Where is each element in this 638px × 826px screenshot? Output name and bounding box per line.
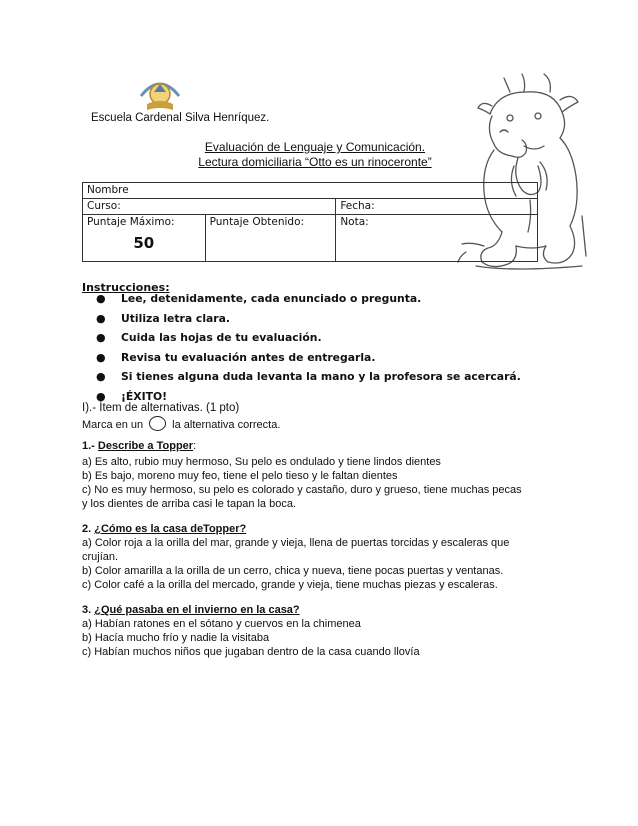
school-logo: [133, 66, 187, 114]
section-title: I).- Ítem de alternativas. (1 pto): [82, 402, 240, 414]
bullet-icon: ●: [96, 331, 106, 344]
course-field[interactable]: Curso:: [83, 199, 336, 215]
max-score-value: 50: [133, 234, 155, 252]
date-field[interactable]: Fecha:: [336, 199, 538, 215]
grade-field[interactable]: Nota:: [336, 215, 538, 262]
instruction-text: ¡ÉXITO!: [121, 389, 168, 403]
question-1-title: [82, 440, 196, 452]
question-3-title: [82, 604, 300, 616]
bullet-icon: ●: [96, 292, 106, 305]
table-row: [83, 183, 538, 199]
instruction-text: Si tienes alguna duda levanta la mano y la profesora se acercará.: [121, 370, 521, 383]
option-3a[interactable]: a) Habían ratones en el sótano y cuervos en la chimenea: [82, 618, 361, 630]
question-number: 2.: [82, 523, 95, 535]
question-number: 1.-: [82, 440, 98, 452]
question-text: ¿Cómo es la casa deTopper?: [94, 523, 247, 535]
hint-after: la alternativa correcta.: [172, 419, 281, 431]
instruction-text: Revisa tu evaluación antes de entregarla.: [121, 350, 376, 364]
bullet-icon: ●: [96, 370, 106, 383]
max-score-cell: [83, 215, 206, 262]
question-suffix: :: [193, 440, 197, 452]
name-field[interactable]: Nombre: [83, 183, 538, 199]
hint-before: Marca en un: [82, 419, 144, 431]
option-1b[interactable]: b) Es bajo, moreno muy feo, tiene el pelo tieso y le faltan dientes: [82, 470, 398, 482]
instruction-text: Utiliza letra clara.: [121, 311, 231, 325]
option-2a-cont: crujían.: [82, 551, 119, 563]
question-text: ¿Qué pasaba en el invierno en la casa?: [94, 604, 300, 616]
option-2c[interactable]: c) Color café a la orilla del mercado, grande y vieja, tiene muchas piezas y escaleras.: [82, 579, 498, 591]
circle-icon: [149, 416, 166, 431]
list-item: [96, 328, 521, 348]
exam-subtitle: Lectura domiciliaria “Otto es un rinoceronte”: [198, 155, 432, 169]
question-2-title: [82, 523, 246, 535]
instruction-text: Cuida las hojas de tu evaluación.: [121, 331, 322, 344]
bullet-icon: ●: [96, 311, 106, 325]
option-3c[interactable]: c) Habían muchos niños que jugaban dentro de la casa cuando llovía: [82, 646, 420, 658]
table-row: [83, 199, 538, 215]
option-2b[interactable]: b) Color amarilla a la orilla de un cerro, chica y nueva, tiene pocas puertas y ventanas.: [82, 565, 504, 577]
instructions-list: [96, 289, 521, 406]
option-1c[interactable]: c) No es muy hermoso, su pelo es colorado y castaño, duro y grueso, tiene muchas pecas: [82, 484, 522, 496]
option-1c-cont: y los dientes de arriba casi le tapan la boca.: [82, 498, 297, 510]
instruction-text: Lee, detenidamente, cada enunciado o pregunta.: [121, 292, 422, 305]
list-item: [96, 348, 521, 368]
table-row: [83, 215, 538, 262]
question-number: 3.: [82, 604, 95, 616]
question-text: Describe a Topper: [97, 440, 194, 452]
obtained-score-field[interactable]: Puntaje Obtenido:: [205, 215, 336, 262]
option-3b[interactable]: b) Hacía mucho frío y nadie la visitaba: [82, 632, 270, 644]
bullet-icon: ●: [96, 350, 106, 364]
max-score-label: Puntaje Máximo:: [87, 216, 175, 228]
list-item: [96, 289, 521, 309]
list-item: [96, 367, 521, 387]
exam-title: Evaluación de Lenguaje y Comunicación.: [204, 140, 426, 154]
student-info-table: [82, 182, 538, 262]
bullet-icon: ●: [96, 389, 106, 403]
option-2a[interactable]: a) Color roja a la orilla del mar, grande y vieja, llena de puertas torcidas y escaleras que: [82, 537, 510, 549]
list-item: [96, 309, 521, 329]
instructions-heading: Instrucciones:: [82, 281, 170, 294]
school-name: Escuela Cardenal Silva Henríquez.: [91, 112, 270, 124]
section-hint: [82, 416, 280, 431]
option-1a[interactable]: a) Es alto, rubio muy hermoso, Su pelo es ondulado y tiene lindos dientes: [82, 456, 441, 468]
